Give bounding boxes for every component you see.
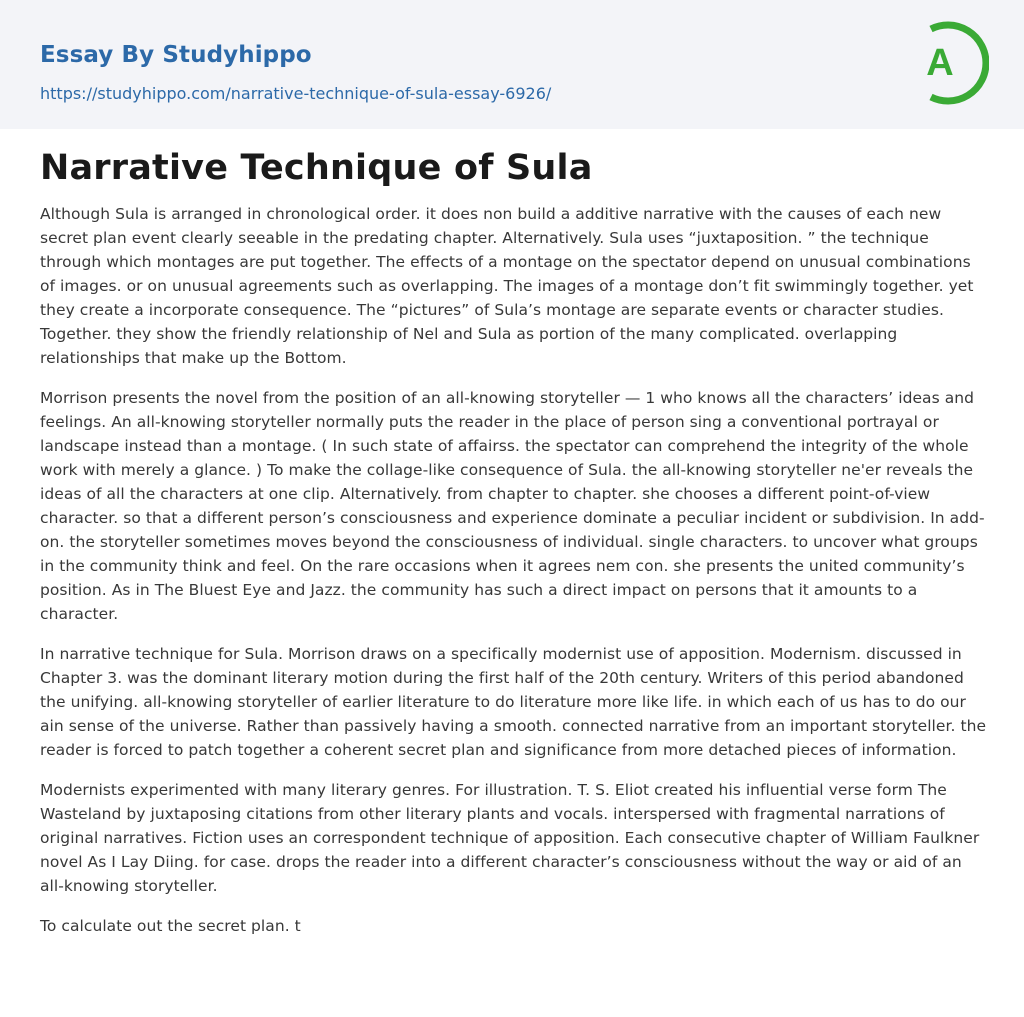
essay-url-link[interactable]: https://studyhippo.com/narrative-technique-of-sula-essay-6926/ xyxy=(40,84,552,103)
essay-title: Narrative Technique of Sula xyxy=(40,148,593,188)
site-header xyxy=(0,0,1024,129)
essay-paragraph: Although Sula is arranged in chronological order. it does non build a additive narrative with the causes of each new secret plan event clearly seeable in the predating chapter. Alternatively. Sula uses “juxtaposition. ” the technique through which montages are put together. The effects of a montage on the spectator depend on unusual combinations of images. or on unusual agreements such as overlapping. The images of a montage don’t fit swimmingly together. yet they create a incorporate consequence. The “pictures” of Sula’s montage are separate events or character studies. Together. they show the friendly relationship of Nel and Sula as portion of the many complicated. overlapping relationships that make up the Bottom. xyxy=(40,205,974,367)
essay-paragraph: Morrison presents the novel from the position of an all-knowing storyteller — 1 who knows all the characters’ ideas and feelings. An all-knowing storyteller normally puts the reader in the place of person sing a conventional portrayal or landscape instead than a montage. ( In such state of affairss. the spectator can comprehend the integrity of the whole work with merely a glance. ) To make the collage-like consequence of Sula. the all-knowing storyteller ne'er reveals the ideas of all the characters at one clip. Alternatively. from chapter to chapter. she chooses a different point-of-view character. so that a different person’s consciousness and experience dominate a peculiar incident or subdivision. In add-on. the storyteller sometimes moves beyond the consciousness of individual. single characters. to uncover what groups in the community think and feel. On the rare occasions when it agrees nem con. she presents the united community’s position. As in The Bluest Eye and Jazz. the community has such a direct impact on persons that it amounts to a character. xyxy=(40,389,985,623)
essay-content xyxy=(40,140,988,948)
essay-paragraph: Modernists experimented with many literary genres. For illustration. T. S. Eliot created his influential verse form The Wasteland by juxtaposing citations from other literary plants and vocals. interspersed with fragmental narrations of original narratives. Fiction uses an correspondent technique of apposition. Each consecutive chapter of William Faulkner novel As I Lay Diing. for case. drops the reader into a different character’s consciousness without the way or aid of an all-knowing storyteller. xyxy=(40,781,980,895)
essay-paragraph-truncated: To calculate out the secret plan. t xyxy=(40,917,301,935)
essay-paragraph: In narrative technique for Sula. Morrison draws on a specifically modernist use of apposition. Modernism. discussed in Chapter 3. was the dominant literary motion during the first half of the 20th century. Writers of this period abandoned the unifying. all-knowing storyteller of earlier literature to do literature more like life. in which each of us has to do our ain sense of the universe. Rather than passively having a smooth. connected narrative from an important storyteller. the reader is forced to patch together a coherent secret plan and significance from more detached pieces of information. xyxy=(40,645,987,759)
site-title[interactable]: Essay By Studyhippo xyxy=(40,42,312,68)
grade-a-logo-icon[interactable] xyxy=(909,18,989,108)
logo-letter: A xyxy=(926,42,954,84)
